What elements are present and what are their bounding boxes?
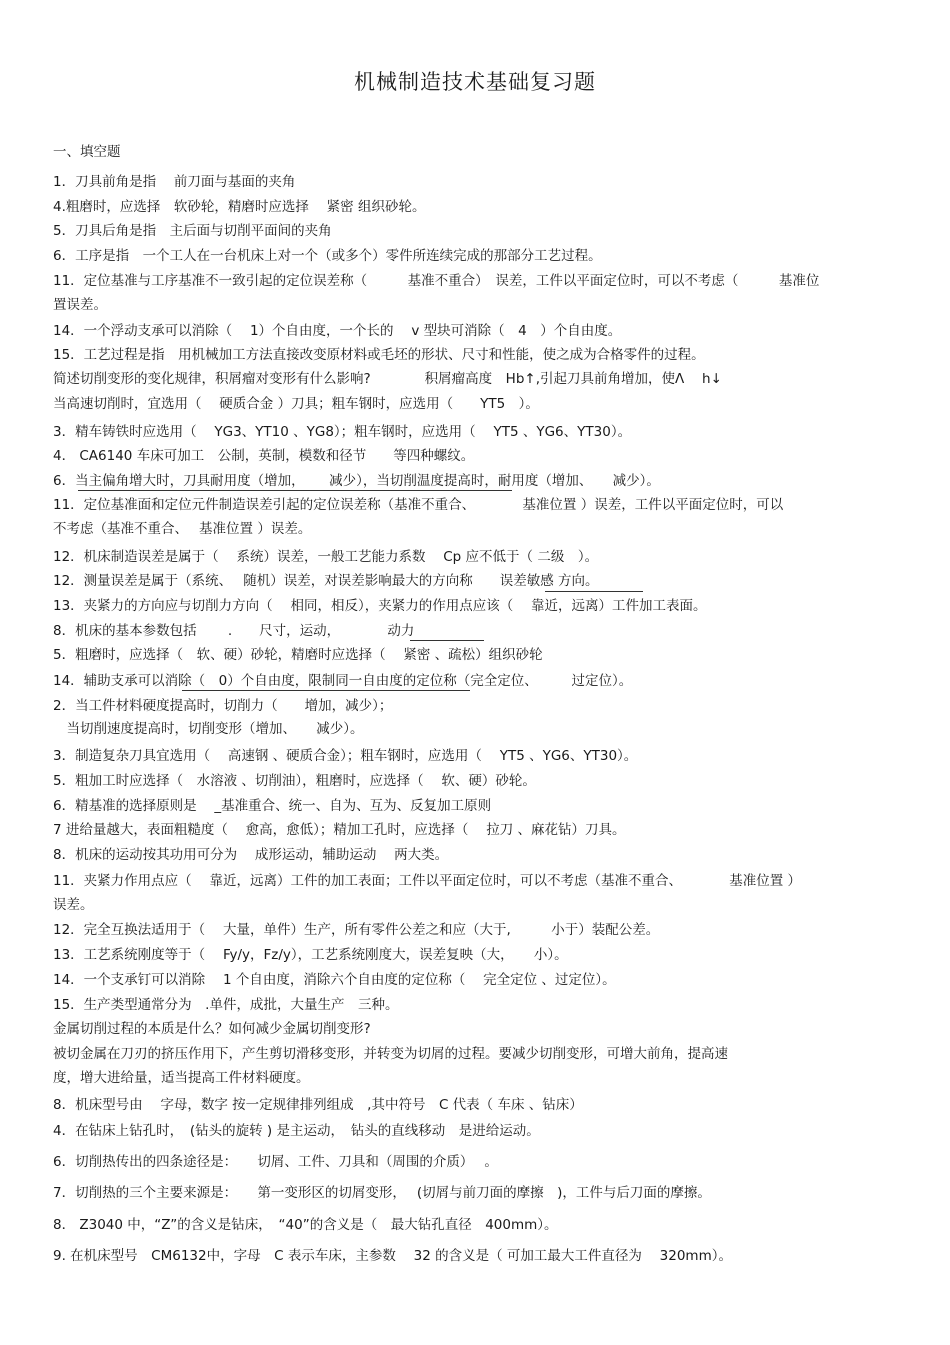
text-line: 15．生产类型通常分为 .单件，成批，大量生产 三种。 xyxy=(53,997,399,1013)
text-line: 当切削速度提高时，切削变形（增加、 减少）。 xyxy=(53,721,364,737)
text-line: 7 进给量越大，表面粗糙度（ 愈高，愈低）；精加工孔时，应选择（ 拉刀 、麻花钻）刀具。 xyxy=(53,822,626,838)
text-line: 不考虑（基准不重合、 基准位置 ）误差。 xyxy=(53,521,312,537)
text-line: 15．工艺过程是指 用机械加工方法直接改变原材料或毛坯的形状、尺寸和性能，使之成为合格零件的过程。 xyxy=(53,347,705,363)
text-line: 8．机床型号由 字母，数字 按一定规律排列组成 ,其中符号 C 代表（ 车床 、钻床） xyxy=(53,1097,583,1113)
text-line: 12．完全互换法适用于（ 大量，单件）生产，所有零件公差之和应（大于, 小于）装配公差。 xyxy=(53,922,660,938)
text-line: 被切金属在刀刃的挤压作用下，产生剪切滑移变形，并转变为切屑的过程。要减少切削变形，可增大前角，提高速 xyxy=(53,1046,728,1062)
text-line: 4.粗磨时，应选择 软砂轮，精磨时应选择 紧密 组织砂轮。 xyxy=(53,199,426,215)
text-line: 11．夹紧力作用点应（ 靠近，远离）工件的加工表面；工件以平面定位时，可以不考虑（基准不重合、 基准位置 ） xyxy=(53,873,802,889)
text-line: 5．刀具后角是指 主后面与切削平面间的夹角 xyxy=(53,223,332,239)
text-line: 14．一个浮动支承可以消除（ 1）个自由度，一个长的 v 型块可消除（ 4 ）个自由度。 xyxy=(53,323,622,339)
text-line: 4． CA6140 车床可加工 公制，英制，模数和径节 等四种螺纹。 xyxy=(53,448,475,464)
text-line: 5．粗加工时应选择（ 水溶液 、切削油），粗磨时，应选择（ 软、硬）砂轮。 xyxy=(53,773,536,789)
text-line: 8．机床的基本参数包括 . 尺寸，运动， 动力 xyxy=(53,623,415,639)
text-line: 8． Z3040 中，“Z”的含义是钻床， “40”的含义是（ 最大钻孔直径 400mm）。 xyxy=(53,1217,558,1233)
text-line: 4．在钻床上钻孔时， (钻头的旋转 ) 是主运动， 钻头的直线移动 是进给运动。 xyxy=(53,1123,540,1139)
underline-mark xyxy=(182,690,470,691)
text-line: 13．工艺系统刚度等于（ Fy/y，Fz/y），工艺系统刚度大，误差复映（大， 小）。 xyxy=(53,947,568,963)
text-line: 14．辅助支承可以消除（ 0）个自由度，限制同一自由度的定位称（完全定位、 过定位）。 xyxy=(53,673,633,689)
text-line: 误差。 xyxy=(53,897,94,913)
underline-mark xyxy=(545,591,643,592)
text-line: 度，增大进给量，适当提高工件材料硬度。 xyxy=(53,1070,310,1086)
document-title: 机械制造技术基础复习题 xyxy=(354,70,596,94)
text-line: 5．粗磨时，应选择（ 软、硬）砂轮，精磨时应选择（ 紧密 、疏松）组织砂轮 xyxy=(53,647,543,663)
text-line: 6．当主偏角增大时，刀具耐用度（增加， 减少），当切削温度提高时，耐用度（增加、 减少）。 xyxy=(53,473,660,489)
text-line: 简述切削变形的变化规律，积屑瘤对变形有什么影响? 积屑瘤高度 Hb↑,引起刀具前角增加，使Λ h↓ xyxy=(53,371,722,387)
underline-mark xyxy=(78,490,512,491)
text-line: 12．测量误差是属于（系统、 随机）误差，对误差影响最大的方向称 误差敏感 方向。 xyxy=(53,573,599,589)
text-line: 12．机床制造误差是属于（ 系统）误差，一般工艺能力系数 Cp 应不低于（ 二级 ）。 xyxy=(53,549,599,565)
text-line: 置误差。 xyxy=(53,297,107,313)
text-line: 3．制造复杂刀具宜选用（ 高速钢 、硬质合金）；粗车钢时，应选用（ YT5 、YG6、YT30）。 xyxy=(53,748,638,764)
text-line: 金属切削过程的本质是什么？如何减少金属切削变形? xyxy=(53,1021,371,1037)
text-line: 14．一个支承钉可以消除 1 个自由度，消除六个自由度的定位称（ 完全定位 、过定位）。 xyxy=(53,972,616,988)
text-line: 6．切削热传出的四条途径是： 切屑、工件、刀具和（周围的介质） 。 xyxy=(53,1154,498,1170)
text-line: 当高速切削时，宜选用（ 硬质合金 ）刀具；粗车钢时，应选用（ YT5 ）。 xyxy=(53,396,539,412)
text-line: 3．精车铸铁时应选用（ YG3、YT10 、YG8）；粗车钢时，应选用（ YT5 、YG6、YT30）。 xyxy=(53,424,632,440)
text-line: 9. 在机床型号 CM6132中，字母 C 表示车床，主参数 32 的含义是（ 可加工最大工件直径为 320mm）。 xyxy=(53,1248,732,1264)
text-line: 11．定位基准与工序基准不一致引起的定位误差称（ 基准不重合） 误差，工件以平面定位时，可以不考虑（ 基准位 xyxy=(53,273,820,289)
text-line: 6．精基准的选择原则是 _基准重合、统一、自为、互为、反复加工原则 xyxy=(53,798,492,814)
text-line: 1．刀具前角是指 前刀面与基面的夹角 xyxy=(53,174,296,190)
text-line: 11．定位基准面和定位元件制造误差引起的定位误差称（基准不重合、 基准位置 ）误差，工件以平面定位时，可以 xyxy=(53,497,784,513)
text-line: 6．工序是指 一个工人在一台机床上对一个（或多个）零件所连续完成的那部分工艺过程。 xyxy=(53,248,602,264)
text-line: 13．夹紧力的方向应与切削力方向（ 相同，相反），夹紧力的作用点应该（ 靠近，远离）工件加工表面。 xyxy=(53,598,707,614)
text-line: 7．切削热的三个主要来源是： 第一变形区的切屑变形， (切屑与前刀面的摩擦 )，工件与后刀面的摩擦。 xyxy=(53,1185,711,1201)
text-line: 2．当工件材料硬度提高时，切削力（ 增加，减少）； xyxy=(53,698,393,714)
text-line: 8．机床的运动按其功用可分为 成形运动，辅助运动 两大类。 xyxy=(53,847,449,863)
section-heading: 一、填空题 xyxy=(53,144,121,160)
underline-mark xyxy=(410,640,484,641)
